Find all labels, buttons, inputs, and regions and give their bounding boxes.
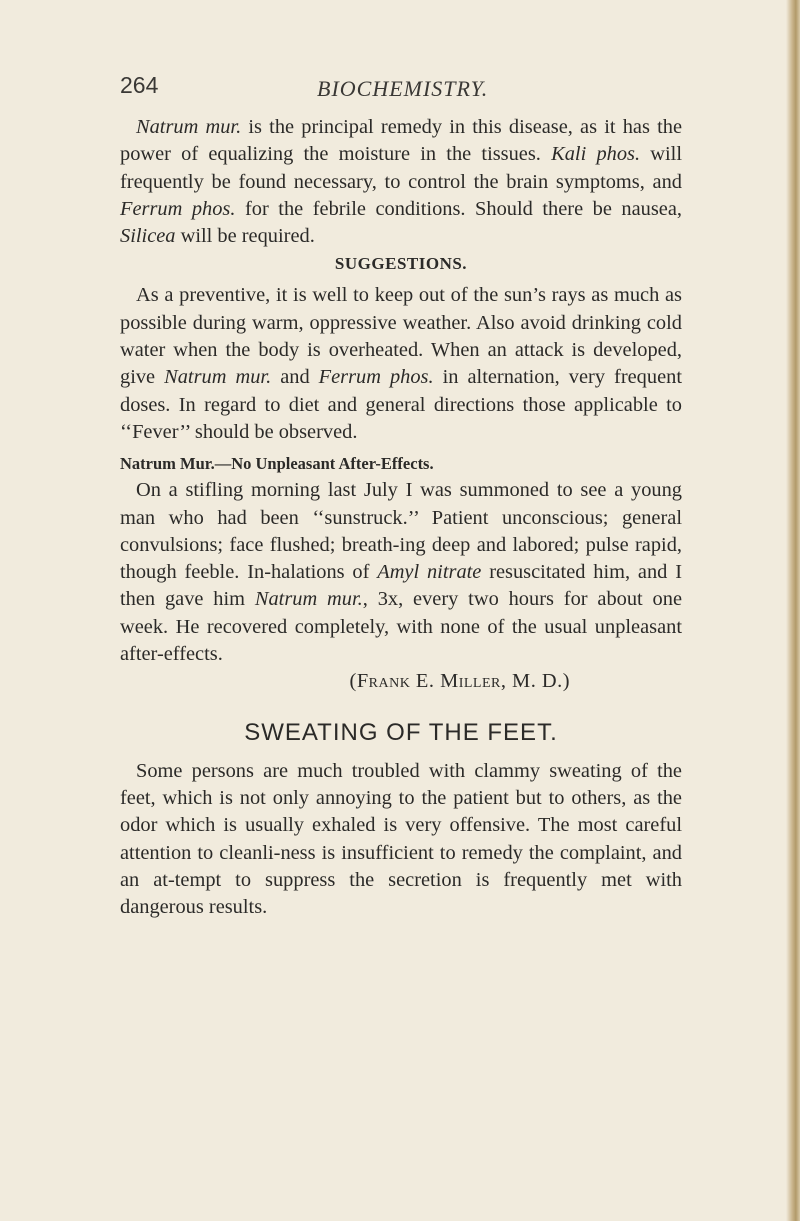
remedy-name: Amyl nitrate: [377, 561, 482, 584]
page-number: 264: [120, 72, 159, 98]
suggestions-heading: SUGGESTIONS.: [334, 254, 468, 274]
remedy-name: Natrum mur.: [254, 588, 363, 611]
paragraph-sweating: Some persons are much troubled with clammy sweating of the feet, which is not only annoying to the patient but to others, as the odor which is usually exhaled is very offensive. The most careful attention to cleanli-ness is insufficient to remedy the complaint, and an at-tempt to suppress the secretion is frequently met with dangerous results.: [120, 759, 682, 919]
page-body: [120, 114, 682, 921]
remedy-name: Ferrum phos.: [120, 197, 236, 220]
page-header: [120, 72, 680, 112]
remedy-name: Natrum mur.: [164, 366, 272, 389]
remedy-name: Silicea: [120, 225, 176, 248]
paragraph-remedies: Natrum mur. is the principal remedy in this disease, as it has the power of equalizing the moisture in the tissues. Kali phos. will frequently be found necessary, to control the brain symptoms, and Ferrum phos. for the febrile conditions. Should there be nausea, Silicea will be required.: [120, 116, 683, 248]
remedy-name: Natrum mur.: [136, 116, 242, 138]
remedy-name: Kali phos.: [551, 143, 641, 166]
case-title: Natrum Mur.—No Unpleasant After-Effects.: [120, 454, 434, 474]
page-edge-shadow: [786, 0, 800, 1221]
section-heading: SWEATING OF THE FEET.: [244, 718, 558, 746]
remedy-name: Ferrum phos.: [318, 366, 434, 389]
running-title: BIOCHEMISTRY.: [317, 76, 489, 101]
case-signature: (Frank E. Miller, M. D.): [349, 670, 570, 693]
paragraph-suggestions: As a preventive, it is well to keep out of the sun’s rays as much as possible during warm, oppressive weather. Also avoid drinking cold water when the body is overheated. When an attack is developed, give Natrum mur. and Ferrum phos. in alternation, very frequent doses. In regard to diet and general directions those applicable to ‘‘Fever’’ should be observed.: [120, 284, 682, 443]
paragraph-case: On a stifling morning last July I was summoned to see a young man who had been ‘‘sunstruck.’’ Patient unconscious; general convulsions; face flushed; breath-ing deep and labored; pulse rapid, though feeble. In-halations of Amyl nitrate resuscitated him, and I then gave him Natrum mur., 3x, every two hours for about one week. He recovered completely, with none of the usual unpleasant after-effects.: [120, 479, 682, 666]
